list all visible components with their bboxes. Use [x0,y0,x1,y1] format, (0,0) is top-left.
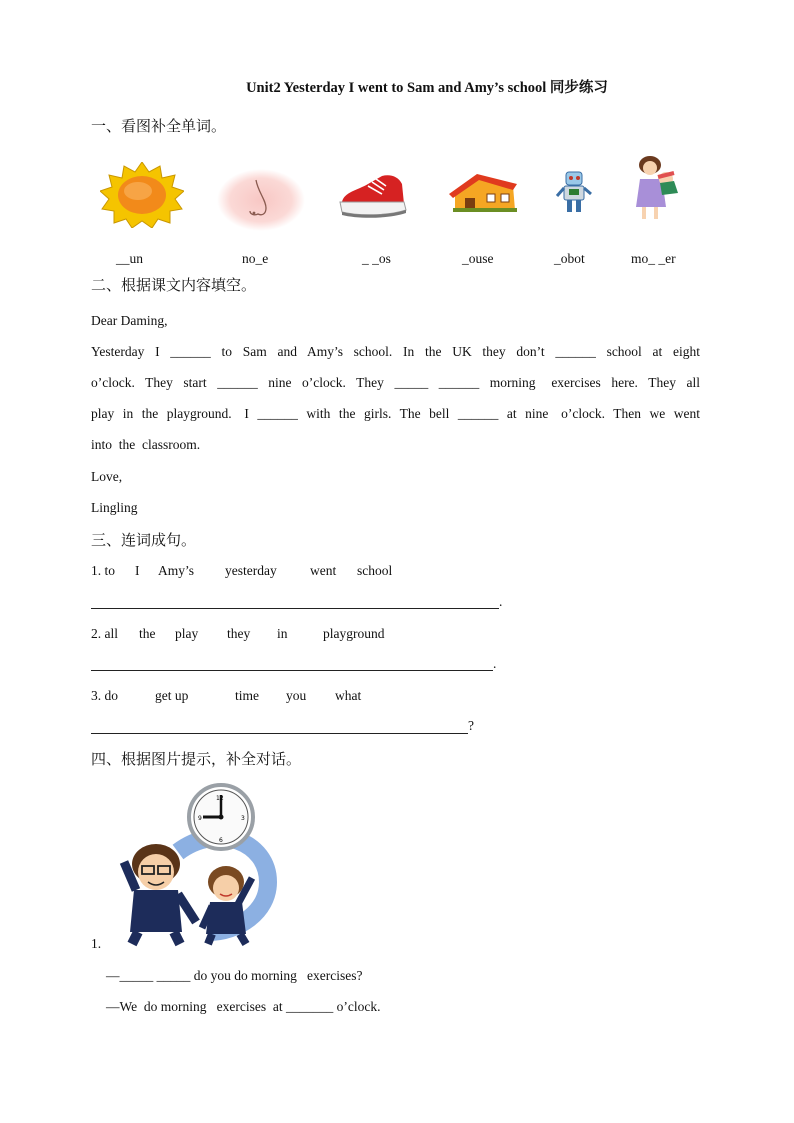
answer-line-1[interactable] [91,608,499,609]
section-3-heading: 三、连词成句。 [91,533,197,549]
answer-end-1: . [499,594,503,609]
robot-icon [555,170,593,214]
scramble-item-3-word: time [235,688,259,703]
word-blank-nose: no_e [242,251,269,266]
dialogue-item-number: 1. [91,936,102,951]
answer-line-3[interactable] [91,733,468,734]
word-blank-house: _ouse [462,251,494,266]
scramble-item-3-word: get up [155,688,189,703]
letter-closing: Love, [91,469,123,484]
scramble-item-2-word: they [227,626,251,641]
scramble-item-1-word: school [357,563,393,578]
section-4-heading: 四、根据图片提示，补全对话。 [91,752,302,768]
letter-line-3: play in the playground. I ______ with the girls. The bell ______ at nine o’clock. Then we went [91,406,700,421]
scramble-item-1-word: I [135,563,140,578]
scramble-item-1-word: Amy’s [158,563,195,578]
letter-line-2: o’clock. They start ______ nine o’clock. They _____ ______ morning exercises here. They all [91,375,700,390]
scramble-item-1-word: yesterday [225,563,277,578]
dialogue-question: —_____ _____ do you do morning exercises? [106,968,363,983]
letter-signature: Lingling [91,500,138,515]
nose-icon [216,168,306,232]
section-2-heading: 二、根据课文内容填空。 [91,278,257,294]
scramble-item-1-word: 1. to [91,563,116,578]
svg-text:3: 3 [241,815,245,822]
scramble-item-2-word: in [277,626,288,641]
word-blank-mother: mo_ _er [631,251,676,266]
svg-text:9: 9 [198,815,202,822]
letter-line-1: Yesterday I ______ to Sam and Amy’s school. In the UK they don’t ______ school at eight [91,344,700,359]
letter-greeting: Dear Daming, [91,313,168,328]
scramble-item-3-word: what [335,688,362,703]
answer-end-3: ? [468,718,474,733]
answer-end-2: . [493,656,497,671]
scramble-item-1-word: went [310,563,337,578]
house-icon [449,174,519,214]
scramble-item-3-word: you [286,688,307,703]
word-blank-shoes: _ _os [362,251,391,266]
svg-text:6: 6 [219,837,223,844]
picture-row [0,150,794,230]
word-blank-robot: _obot [554,251,585,266]
shoe-icon [338,172,408,220]
morning-exercise-illustration [118,782,284,948]
dialogue-answer: —We do morning exercises at _______ o’clock. [106,999,381,1014]
sun-icon [100,162,184,228]
mother-icon [630,155,682,221]
letter-line-4: into the classroom. [91,437,201,452]
scramble-item-2-word: play [175,626,199,641]
scramble-item-2-word: 2. all [91,626,118,641]
svg-text:12: 12 [216,795,224,802]
section-1-heading: 一、看图补全单词。 [91,119,227,135]
answer-line-2[interactable] [91,670,493,671]
scramble-item-2-word: the [139,626,156,641]
scramble-item-3-word: 3. do [91,688,118,703]
word-blank-sun: __un [116,251,143,266]
page-title: Unit2 Yesterday I went to Sam and Amy’s school 同步练习 [246,80,608,96]
scramble-item-2-word: playground [323,626,385,641]
